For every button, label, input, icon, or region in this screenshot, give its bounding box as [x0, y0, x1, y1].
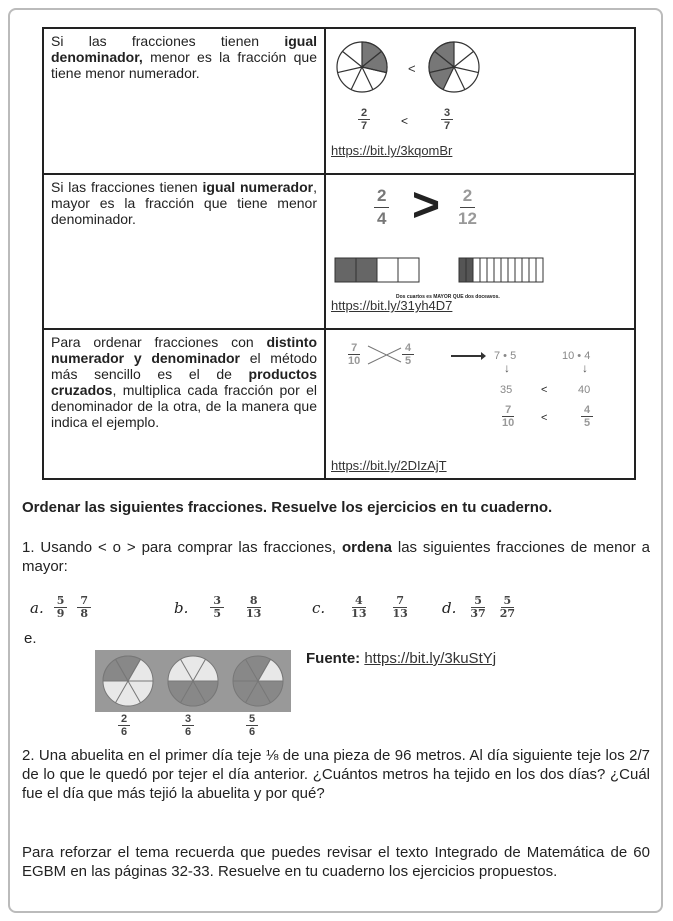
exercise-d: d. $\frac{5}{37}$ $\frac{5}{27}$ — [442, 594, 515, 620]
source-link[interactable]: https://bit.ly/3kqomBr — [331, 143, 453, 158]
table-row — [43, 28, 635, 174]
fraction-bars-icon — [334, 257, 544, 285]
table-row — [43, 174, 635, 329]
rule-text: Si las fracciones tienen igual denominador, menor es la fracción que tiene menor numerador. — [43, 28, 325, 174]
rules-table — [42, 27, 636, 480]
svg-text:<: < — [408, 61, 416, 76]
less-than-symbol: < — [401, 114, 409, 128]
fraction: $\frac{4}{5}$ — [581, 404, 593, 429]
rule-example — [325, 329, 635, 479]
less-than-symbol: < — [541, 384, 548, 396]
fraction: $\frac{3}{6}$ — [182, 713, 194, 738]
arrow-down-icon: ↓ — [582, 361, 588, 375]
fraction: $\frac{5}{6}$ — [246, 713, 258, 738]
product: 10 • 4 — [562, 350, 591, 362]
fraction: $\frac{2}{4}$ — [374, 185, 389, 230]
fraction: $\frac{7}{10}$ — [502, 404, 515, 429]
product: 7 • 5 — [494, 350, 517, 362]
exercise-a: a. $\frac{5}{9}$ $\frac{7}{8}$ — [30, 595, 91, 620]
cross-arrows-icon — [366, 344, 486, 368]
rule-example — [325, 28, 635, 174]
fraction: $\frac{2}{7}$ — [358, 107, 370, 132]
greater-than-symbol: > — [412, 179, 441, 232]
caption: Dos cuartos es MAYOR QUE dos doceavos. — [396, 294, 500, 300]
exercise-e-label: e. — [24, 630, 37, 647]
reinforcement-note: Para reforzar el tema recuerda que puedes revisar el texto Integrado de Matemática de 60 EGBM en las páginas 32-33. Resuelve en tu cuaderno los ejercicios propuestos. — [22, 844, 650, 880]
pie-charts-icon — [334, 37, 484, 97]
pie-fractions-image — [95, 650, 291, 712]
source-link[interactable]: https://bit.ly/31yh4D7 — [331, 298, 453, 313]
source-link[interactable]: https://bit.ly/2DIzAjT — [331, 458, 447, 473]
arrow-down-icon: ↓ — [504, 361, 510, 375]
fraction: $\frac{2}{12}$ — [458, 186, 477, 228]
question-2: 2. Una abuelita en el primer día teje ⅛ de una pieza de 96 metros. Al día siguiente teje los 2/7 de lo que le quedó por tejer el día anterior. ¿Cuántos metros ha tejido en los dos días? ¿Cuál fue el día que más tejió la abuelita y por qué? — [22, 747, 650, 802]
fraction: $\frac{2}{6}$ — [118, 713, 130, 738]
less-than-symbol: < — [541, 412, 548, 424]
result: 35 — [500, 384, 513, 396]
table-row — [43, 329, 635, 479]
exercise-c: c. $\frac{4}{13}$ $\frac{7}{13}$ — [312, 594, 408, 620]
source: Fuente: https://bit.ly/3kuStYj — [306, 650, 497, 667]
fraction: $\frac{7}{10}$ — [348, 342, 361, 367]
fraction: $\frac{3}{7}$ — [441, 107, 453, 132]
fraction: $\frac{4}{5}$ — [402, 342, 414, 367]
rule-text: Si las fracciones tienen igual numerador, mayor es la fracción que tiene menor denominador. — [43, 174, 325, 329]
source-link[interactable]: https://bit.ly/3kuStYj — [364, 650, 497, 667]
rule-example — [325, 174, 635, 329]
result: 40 — [578, 384, 591, 396]
rule-text: Para ordenar fracciones con distinto numerador y denominador el método más sencillo es el de productos cruzados, multiplica cada fracción por el denominador de la otra, de la manera que indica el ejemplo. — [43, 329, 325, 479]
question-1: 1. Usando < o > para comprar las fracciones, ordena las siguientes fracciones de menor a mayor: — [22, 539, 650, 575]
exercise-b: b. $\frac{3}{5}$ $\frac{8}{13}$ — [174, 594, 262, 620]
section-heading: Ordenar las siguientes fracciones. Resuelve los ejercicios en tu cuaderno. — [22, 499, 553, 516]
